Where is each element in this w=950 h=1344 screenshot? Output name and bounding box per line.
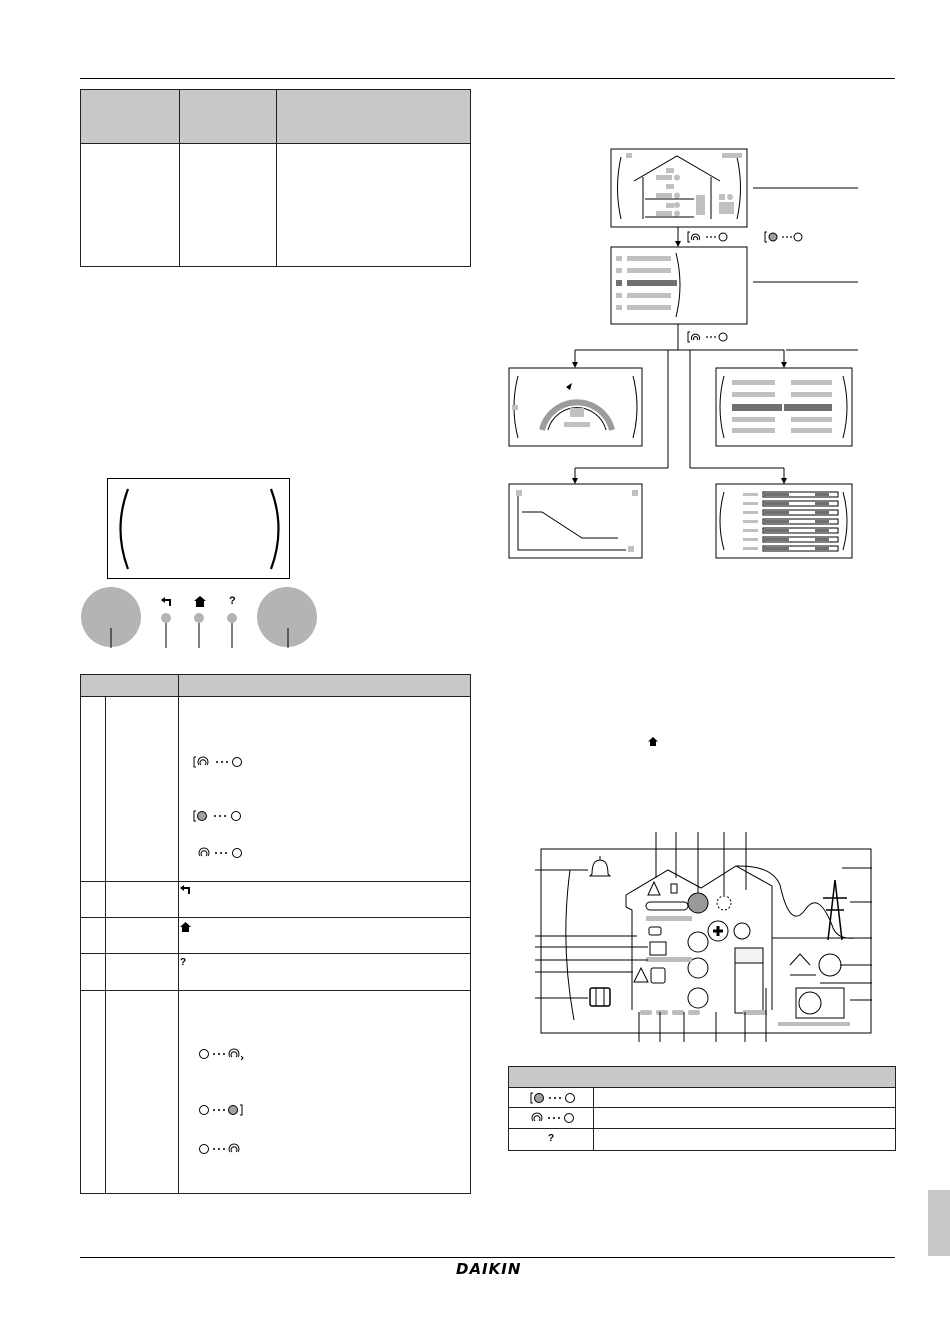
dial-turn-icon (194, 755, 244, 769)
ui-screen (107, 478, 290, 579)
dial-turn-icon (199, 1142, 249, 1156)
dial-press-icon (531, 1091, 575, 1105)
dial-turn-icon (198, 846, 248, 860)
back-arrow-icon (161, 597, 173, 607)
dial-press-icon (194, 809, 244, 823)
top-table (80, 89, 471, 267)
dial-turn-icon (199, 1047, 249, 1061)
controls-table (80, 674, 471, 1194)
back-arrow-icon (180, 885, 192, 895)
dial-turn-icon (531, 1111, 575, 1125)
top-rule (80, 78, 895, 79)
menu-structure-diagram (500, 140, 920, 560)
legend-table-header (509, 1067, 895, 1087)
home-icon (194, 596, 206, 607)
home-screen-diagram (510, 830, 880, 1055)
help-question-icon: ? (229, 595, 236, 607)
legend-table (508, 1066, 896, 1151)
help-question-icon: ? (548, 1133, 555, 1144)
side-tab (928, 1190, 950, 1256)
home-icon (180, 922, 191, 932)
home-icon (648, 737, 658, 746)
controls-table-header (81, 675, 470, 696)
ui-callout-lines (100, 618, 340, 648)
bottom-rule (80, 1257, 895, 1258)
help-question-icon: ? (180, 957, 187, 968)
dial-press-icon (199, 1103, 249, 1117)
daikin-logo: DAIKIN (456, 1260, 522, 1278)
